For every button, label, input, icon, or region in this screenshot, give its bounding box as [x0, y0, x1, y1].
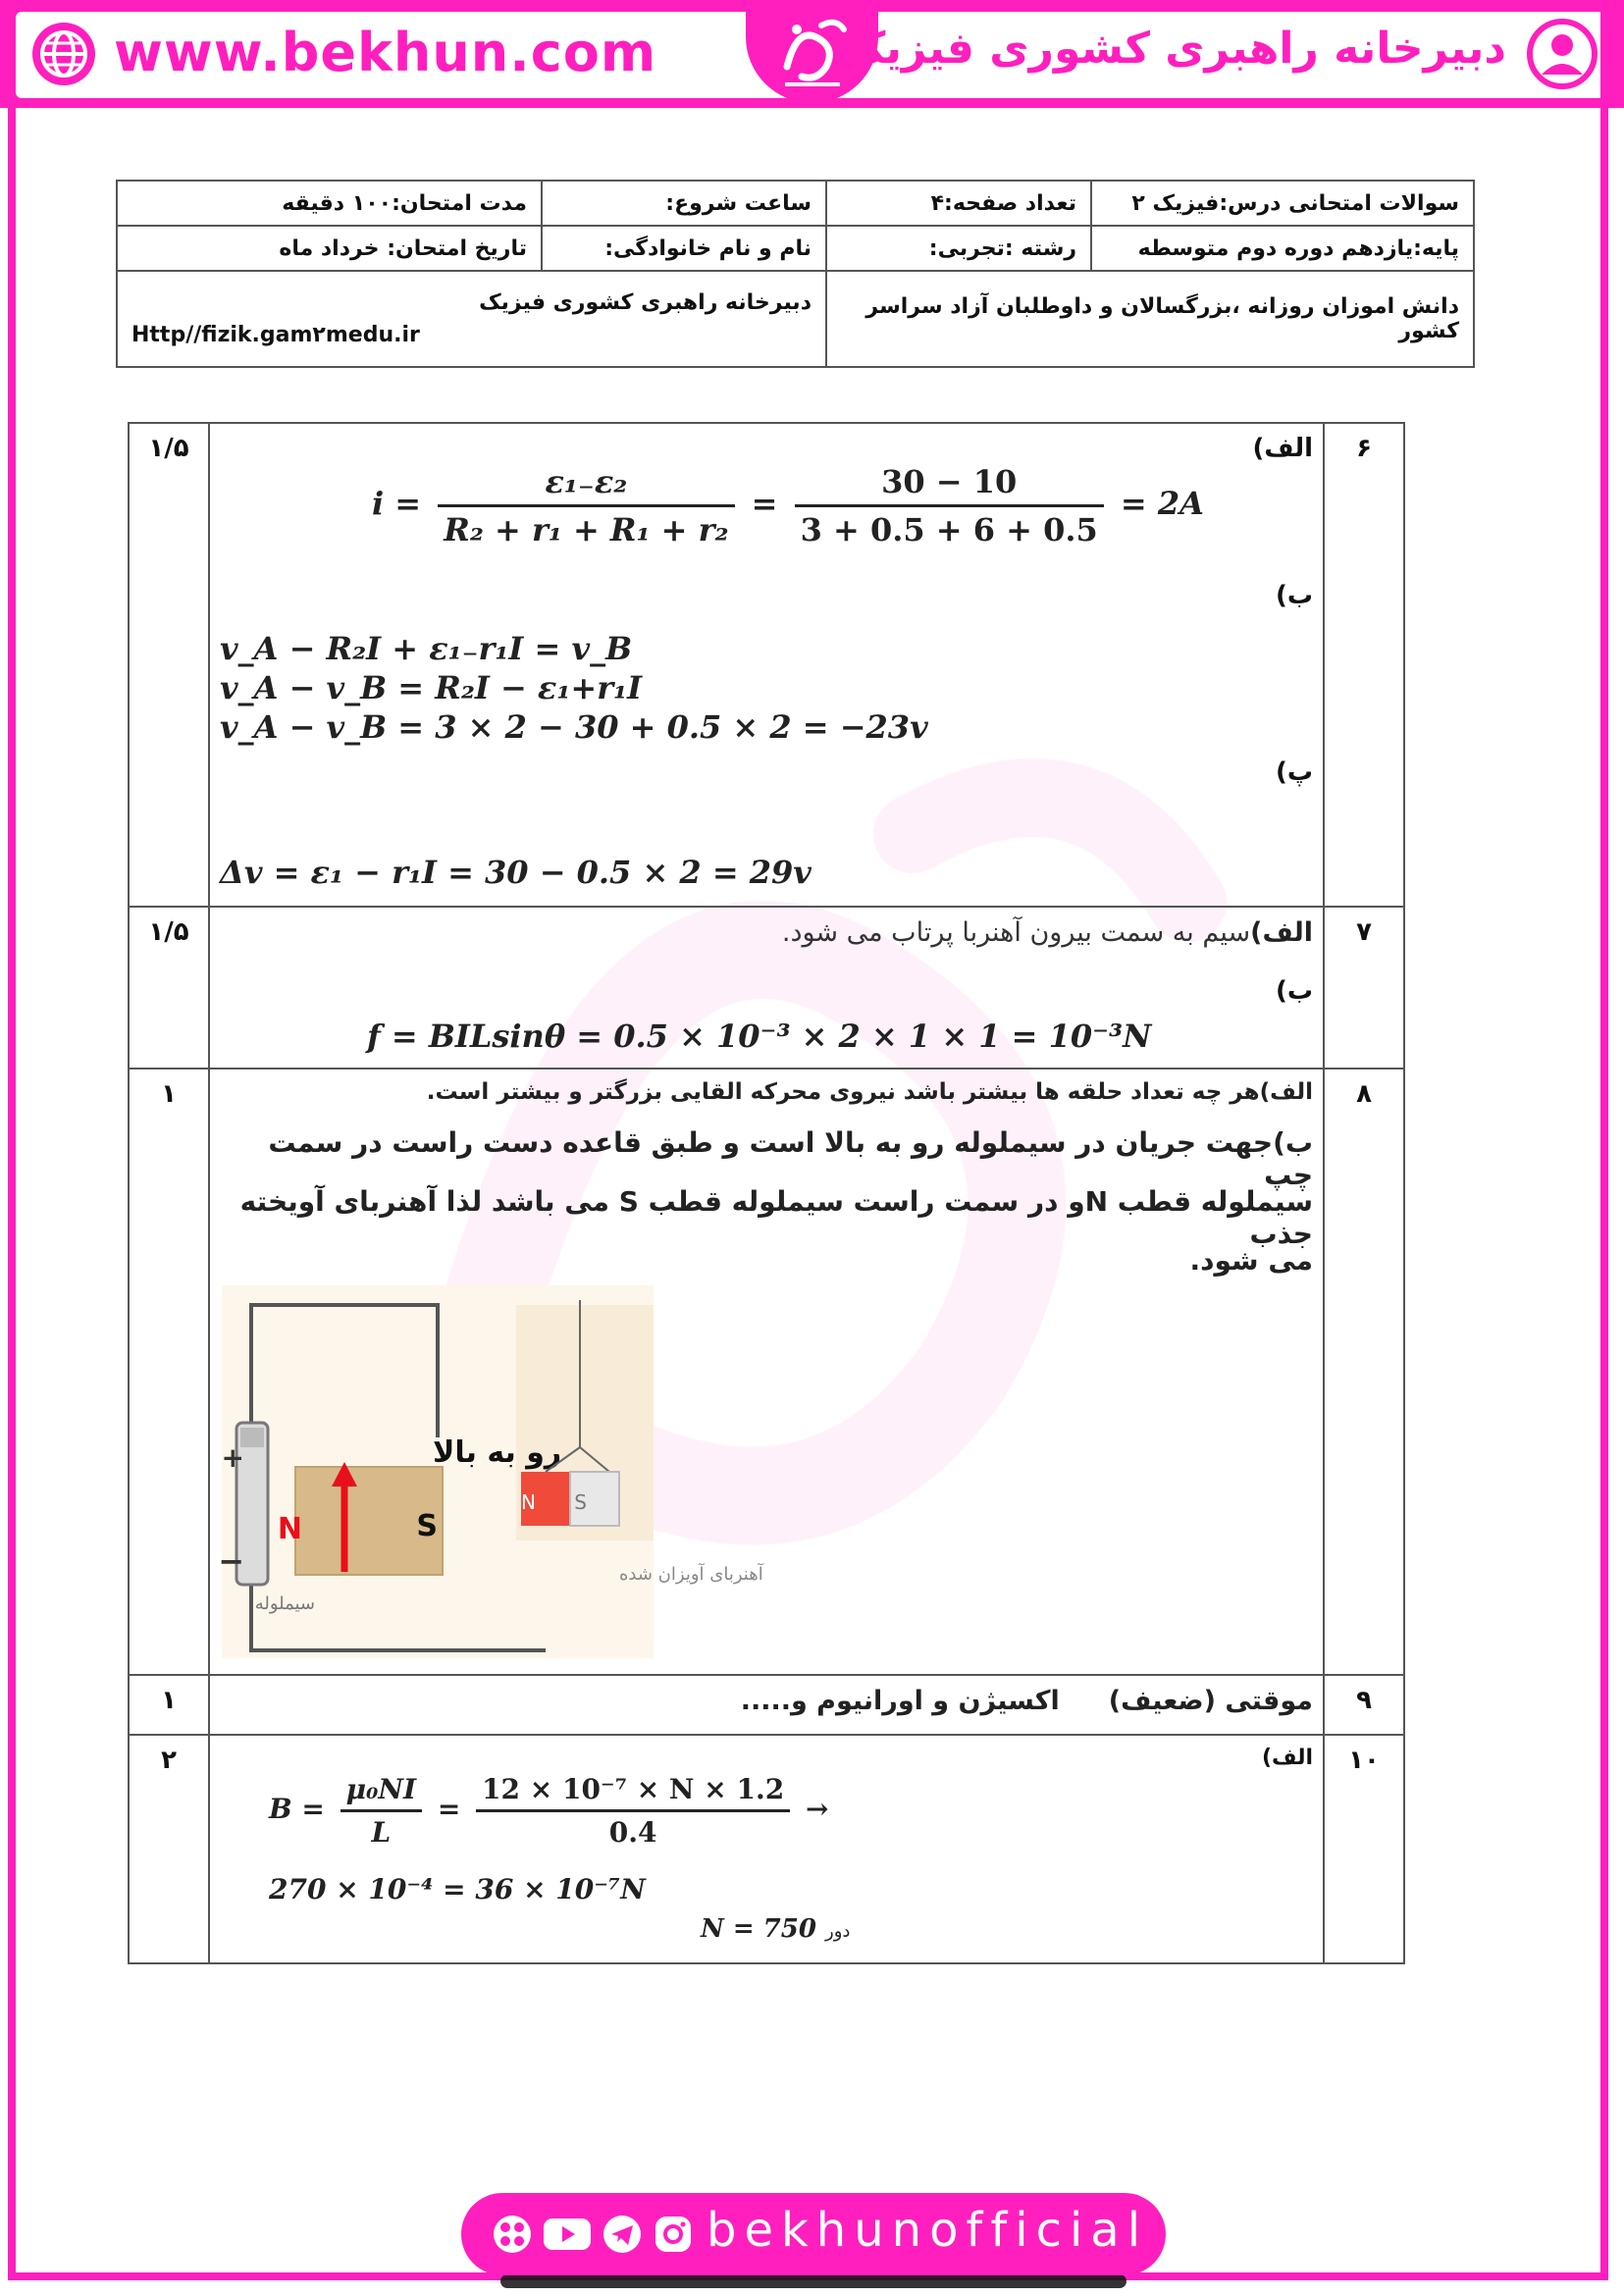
info-secretariat-title: دبیرخانه راهبری کشوری فیزیک — [479, 290, 812, 315]
info-pages: تعداد صفحه:۴ — [826, 181, 1091, 226]
battery-minus: − — [218, 1542, 244, 1580]
answer-text-q8-b3: می شود. — [1189, 1244, 1313, 1277]
answer-text: سیم به سمت بیرون آهنربا پرتاب می شود. — [781, 917, 1251, 948]
answer-text-q8-b2: سیملوله قطب Nو در سمت راست سیملوله قطب S می باشد لذا آهنربای آویخته جذب — [239, 1185, 1313, 1250]
answer-text: اکسیژن و اورانیوم و..... — [740, 1686, 1060, 1716]
site-url-link[interactable]: www.bekhun.com — [114, 22, 657, 83]
answer-text: هر چه تعداد حلقه ها بیشتر باشد نیروی محرکه القایی بزرگتر و بیشتر است. — [426, 1079, 1260, 1105]
part-label: ب) — [1273, 1126, 1313, 1159]
table-row — [129, 1675, 1404, 1735]
answer-text-q9 — [741, 1686, 1313, 1716]
social-handle[interactable]: bekhunofficial — [707, 2203, 1149, 2258]
numerator: 12 × 10⁻⁷ × N × 1.2 — [476, 1773, 790, 1812]
question-score: ۱/۵ — [129, 907, 209, 1069]
denominator: 0.4 — [608, 1816, 657, 1849]
question-score: ۱/۵ — [129, 423, 209, 907]
question-score: ۲ — [129, 1735, 209, 1963]
info-exam-date: تاریخ امتحان: خرداد ماه — [117, 226, 542, 271]
answer-body-q7 — [209, 907, 1324, 1069]
answer-text: جهت جریان در سیملوله رو به بالا است و طبق قاعده دست راست در سمت چپ — [268, 1126, 1313, 1191]
solenoid-n-pole: N — [277, 1512, 302, 1546]
denominator: 3 + 0.5 + 6 + 0.5 — [800, 511, 1098, 548]
question-number: ۱۰ — [1324, 1735, 1404, 1963]
part-label: پ) — [1275, 757, 1313, 787]
arrow-label: رو به بالا — [433, 1435, 562, 1470]
instagram-icon[interactable] — [652, 2213, 695, 2256]
exam-info-table — [116, 180, 1475, 368]
formula-q6-b2: v_A − v_B = R₂I − ε₁+r₁I — [220, 669, 643, 706]
magnet-s-pole: S — [574, 1490, 587, 1514]
fraction — [795, 463, 1104, 548]
info-student-name: نام و نام خانوادگی: — [542, 226, 826, 271]
aparat-icon[interactable] — [491, 2213, 534, 2256]
header-title: دبیرخانه راهبری کشوری فیزیک — [841, 24, 1506, 74]
formula-q6-b1: v_A − R₂I + ε₁₋r₁I = v_B — [220, 630, 633, 667]
numerator: 30 − 10 — [795, 463, 1104, 507]
social-footer — [461, 2193, 1166, 2275]
answer-body-q9 — [209, 1675, 1324, 1735]
answer-text-q8-b1 — [210, 1126, 1313, 1191]
fraction — [341, 1773, 422, 1849]
table-row — [129, 1735, 1404, 1963]
question-number: ۶ — [1324, 423, 1404, 907]
answers-table — [128, 422, 1405, 1964]
info-secretariat-url[interactable]: Http//fizik.gam۲medu.ir — [131, 323, 420, 347]
part-label: الف) — [1252, 434, 1313, 463]
telegram-icon[interactable] — [601, 2213, 644, 2256]
formula-q10-line2: 270 × 10⁻⁴ = 36 × 10⁻⁷N — [269, 1873, 646, 1905]
denominator: R₂ + r₁ + R₁ + r₂ — [444, 511, 729, 548]
info-course: سوالات امتحانی درس:فیزیک ۲ — [1091, 181, 1474, 226]
fraction — [476, 1773, 790, 1849]
question-score: ۱ — [129, 1069, 209, 1675]
denominator: L — [371, 1816, 392, 1849]
question-number: ۸ — [1324, 1069, 1404, 1675]
solenoid-s-pole: S — [416, 1509, 438, 1543]
formula-result: N = 750 — [701, 1914, 816, 1944]
formula-q10-a: B = $\frac{\text{μ₀NI}}{L}$ = $\frac{\text{12 × 10⁻⁷ × N × 1.2}}{0.4}$ → — [269, 1773, 829, 1849]
numerator: μ₀NI — [341, 1773, 422, 1812]
part-label: الف) — [1250, 917, 1313, 948]
formula-lhs: i = — [372, 485, 422, 522]
answer-text: موقتی (ضعیف) — [1108, 1686, 1313, 1716]
magnet-label: آهنربای آویزان شده — [619, 1564, 763, 1585]
youtube-icon[interactable] — [542, 2213, 593, 2256]
part-label: الف) — [1261, 1746, 1313, 1770]
formula-q6-b3: v_A − v_B = 3 × 2 − 30 + 0.5 × 2 = −23v — [220, 708, 928, 746]
question-score: ۱ — [129, 1675, 209, 1735]
footer-shadow — [500, 2274, 1126, 2288]
info-field: رشته :تجربی: — [826, 226, 1091, 271]
arrow-icon: → — [805, 1793, 829, 1825]
formula-q10-line3 — [701, 1914, 850, 1944]
part-label: الف) — [1259, 1079, 1313, 1105]
formula-result: = 2A — [1120, 485, 1204, 522]
formula-q6-c: Δv = ε₁ − r₁I = 30 − 0.5 × 2 = 29v — [220, 854, 812, 891]
solenoid-label: سیملوله — [254, 1593, 315, 1614]
table-row — [129, 907, 1404, 1069]
formula-q6-a: i = $\frac{\text{ε₁₋ε₂}}{\text{R₂ + r₁ + R₁ + r₂}}$ = $\frac{30 - 10}{3 + 0.5 + 6 + 0.5}$ = 2A — [372, 463, 1204, 548]
info-audience: دانش اموزان روزانه ،بزرگسالان و داوطلبان آزاد سراسر کشور — [826, 271, 1474, 367]
part-label: ب) — [1275, 976, 1313, 1006]
battery-plus: + — [221, 1441, 244, 1474]
answer-text-q7-a — [782, 917, 1313, 948]
info-start-time: ساعت شروع: — [542, 181, 826, 226]
question-number: ۹ — [1324, 1675, 1404, 1735]
unit-label: دور — [825, 1921, 851, 1942]
answer-text-q8-a — [427, 1079, 1313, 1105]
table-row — [129, 1069, 1404, 1675]
solenoid-diagram — [218, 1285, 763, 1658]
fraction — [438, 463, 734, 548]
answer-body-q8 — [209, 1069, 1324, 1675]
info-duration: مدت امتحان:۱۰۰ دقیقه — [117, 181, 542, 226]
question-number: ۷ — [1324, 907, 1404, 1069]
answer-body-q10 — [209, 1735, 1324, 1963]
part-label: ب) — [1275, 581, 1313, 610]
formula-lhs: B = — [269, 1793, 325, 1825]
info-grade: پایه:یازدهم دوره دوم متوسطه — [1091, 226, 1474, 271]
magnet-n-pole: N — [521, 1490, 536, 1514]
table-row — [129, 423, 1404, 907]
answer-body-q6 — [209, 423, 1324, 907]
numerator: ε₁₋ε₂ — [438, 463, 734, 507]
formula-q7-b: f = BILsinθ = 0.5 × 10⁻³ × 2 × 1 × 1 = 10⁻³N — [367, 1018, 1152, 1055]
info-secretariat — [117, 271, 826, 367]
